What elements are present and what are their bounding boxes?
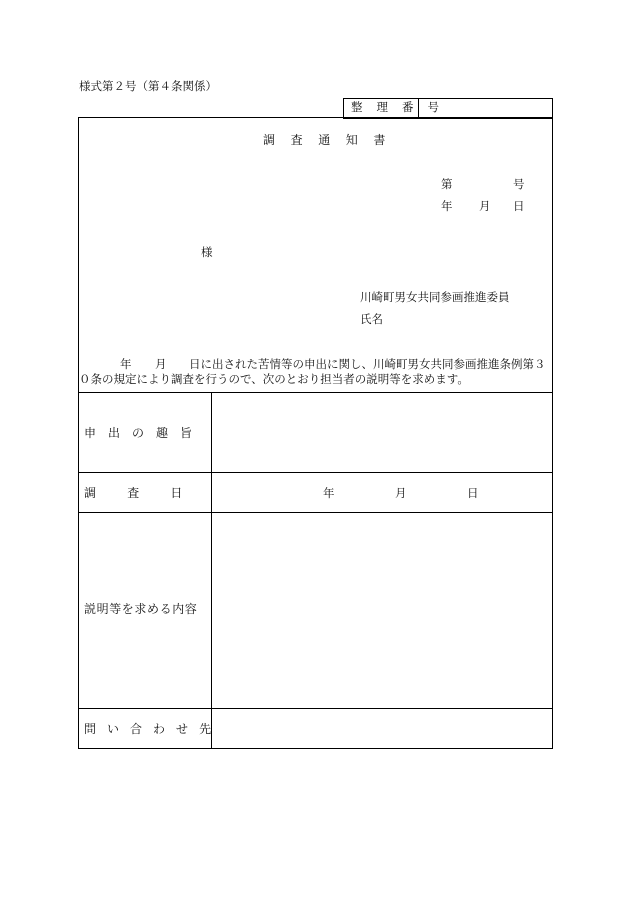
reference-number-label: 整 理 番 号 [351,100,445,114]
body-month: 月 [155,357,167,371]
row-divider [78,472,553,473]
sender-organization: 川崎町男女共同参画推進委員 [360,290,510,304]
row-label-purpose: 申 出 の 趣 旨 [84,426,193,440]
row-label-survey-date: 調 査 日 [84,486,185,500]
row-label-contact: 問 い 合 わ せ 先 [84,722,215,736]
row-divider [78,512,553,513]
survey-date-day: 日 [467,486,479,500]
document-title: 調 査 通 知 書 [263,133,388,147]
body-text-line2: ０条の規定により調査を行うので、次のとおり担当者の説明等を求めます。 [79,372,469,386]
doc-number-suffix: 号 [513,177,525,191]
purpose-field[interactable] [216,396,552,472]
row-divider [78,708,553,709]
body-text-line1: 日に出された苦情等の申出に関し、川崎町男女共同参画推進条例第３ [189,357,546,371]
body-year: 年 [120,357,132,371]
addressee-suffix: 様 [201,245,213,259]
survey-date-month: 月 [395,486,407,500]
form-number-label: 様式第２号（第４条関係） [79,79,217,93]
addressee-field[interactable] [90,244,199,262]
survey-date-year: 年 [323,486,335,500]
row-label-explanation: 説明等を求める内容 [84,602,198,616]
doc-number-field[interactable] [458,176,512,194]
date-year-label: 年 [441,199,453,213]
sender-name-label: 氏名 [360,312,383,326]
sender-name-field[interactable] [386,311,530,329]
date-month-label: 月 [479,199,491,213]
contact-field[interactable] [216,712,552,749]
table-top-line [78,392,553,393]
reference-number-field[interactable] [419,100,553,118]
date-day-label: 日 [513,199,525,213]
explanation-field[interactable] [216,516,552,708]
doc-number-prefix: 第 [441,177,453,191]
column-divider [211,392,212,749]
